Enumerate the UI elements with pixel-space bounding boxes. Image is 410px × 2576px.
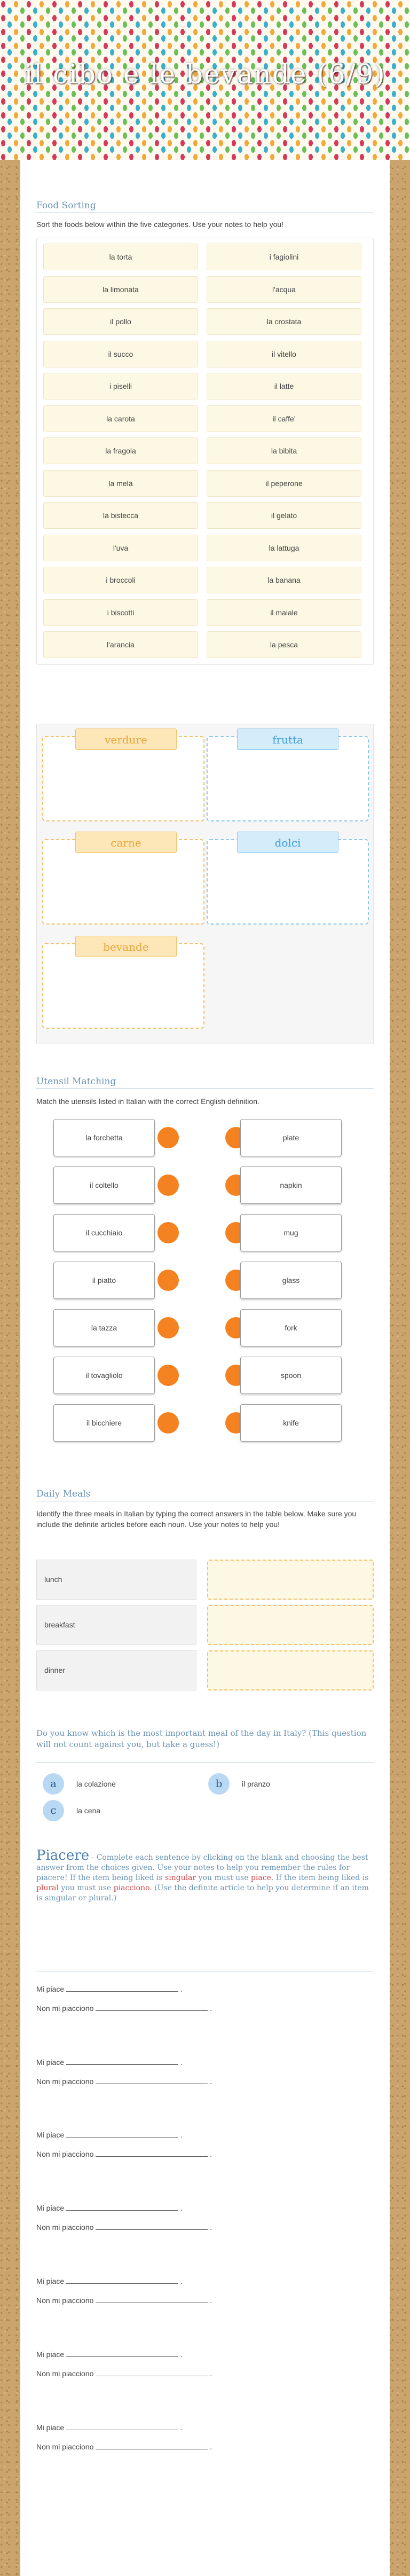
food-sorting-instructions: Sort the foods below within the five categories. Use your notes to help you! <box>36 220 284 229</box>
food-tile[interactable]: i piselli <box>43 373 198 400</box>
answer-blank[interactable] <box>66 2203 178 2211</box>
page-title: il cibo e le bevande (6/9) <box>24 59 386 90</box>
utensil-matching-instructions: Match the utensils listed in Italian with the correct English definition. <box>36 1097 259 1106</box>
sentence-prefix: Mi piace <box>36 2350 65 2359</box>
match-connector-dot[interactable] <box>157 1365 179 1386</box>
food-tile[interactable]: il latte <box>207 373 361 400</box>
period: . <box>180 2350 183 2359</box>
match-connector-dot[interactable] <box>157 1412 179 1434</box>
sentence-prefix: Mi piace <box>36 2131 65 2139</box>
sentence-prefix: Mi piace <box>36 2204 65 2212</box>
meal-row-dinner <box>36 1650 196 1690</box>
answer-blank[interactable] <box>66 2130 178 2137</box>
period: . <box>180 2423 183 2432</box>
mi-piace-sentence <box>36 2276 183 2285</box>
period: . <box>180 2058 183 2066</box>
choice-b-text[interactable]: il pranzo <box>242 1780 270 1788</box>
meal-answer-input-breakfast[interactable] <box>207 1605 374 1645</box>
sentence-prefix: Non mi piacciono <box>36 2442 94 2451</box>
italian-utensil-item[interactable]: il cucchiaio <box>53 1214 155 1251</box>
italian-utensil-item[interactable]: il piatto <box>53 1262 155 1299</box>
answer-blank[interactable] <box>66 1984 178 1992</box>
answer-blank[interactable] <box>96 2222 208 2230</box>
header-banner <box>0 0 410 160</box>
english-definition-item[interactable]: napkin <box>240 1166 342 1204</box>
food-tile[interactable]: il gelato <box>207 502 361 529</box>
food-tile[interactable]: i broccoli <box>43 567 198 593</box>
period: . <box>210 2442 212 2451</box>
choice-a-text[interactable]: la colazione <box>76 1780 116 1788</box>
sentence-prefix: Non mi piacciono <box>36 2223 94 2232</box>
sorting-bins-area <box>36 724 374 1044</box>
period: . <box>180 1985 183 1993</box>
period: . <box>210 2004 212 2013</box>
italian-utensil-item[interactable]: la tazza <box>53 1309 155 1346</box>
food-tile[interactable]: la torta <box>43 244 198 270</box>
non-mi-piacciono-sentence <box>36 2077 212 2086</box>
piacere-instructions <box>36 1847 374 1904</box>
sentence-prefix: Mi piace <box>36 1985 65 1993</box>
meal-label: breakfast <box>44 1620 75 1629</box>
meal-question: Do you know which is the most important meal of the day in Italy? (This question will not count against you, but take a guess!) <box>36 1728 367 1749</box>
non-mi-piacciono-sentence <box>36 2222 212 2232</box>
answer-blank[interactable] <box>96 2003 208 2011</box>
daily-meals-title: Daily Meals <box>36 1489 91 1499</box>
sentence-prefix: Non mi piacciono <box>36 2150 94 2158</box>
food-tile[interactable]: l'arancia <box>43 631 198 658</box>
plural-highlight: plural <box>36 1884 59 1892</box>
sentence-prefix: Mi piace <box>36 2277 65 2285</box>
meal-answer-input-dinner[interactable] <box>207 1650 374 1690</box>
meal-row-breakfast <box>36 1605 196 1645</box>
category-label-frutta: frutta <box>237 729 338 750</box>
period: . <box>180 2277 183 2285</box>
food-tile[interactable]: la lattuga <box>207 535 361 561</box>
match-connector-dot[interactable] <box>157 1175 179 1196</box>
english-definition-item[interactable]: spoon <box>240 1357 342 1394</box>
category-label-bevande: bevande <box>75 936 177 957</box>
category-label-dolci: dolci <box>237 832 338 853</box>
choice-c-marker[interactable]: c <box>43 1800 64 1821</box>
food-sorting-title: Food Sorting <box>36 200 96 211</box>
meal-label: dinner <box>44 1666 65 1674</box>
food-tile[interactable]: il pollo <box>43 308 198 335</box>
period: . <box>210 2369 212 2378</box>
period: . <box>210 2150 212 2158</box>
answer-blank[interactable] <box>66 2423 178 2430</box>
food-tile[interactable]: la mela <box>43 470 198 497</box>
mi-piace-sentence <box>36 2423 183 2432</box>
food-tile[interactable]: il caffe' <box>207 405 361 432</box>
period: . <box>210 2223 212 2232</box>
food-tile[interactable]: la fragola <box>43 437 198 464</box>
food-tile[interactable]: la limonata <box>43 276 198 303</box>
answer-blank[interactable] <box>96 2369 208 2376</box>
piacere-text: . If the item being liked is <box>271 1874 369 1882</box>
food-tile[interactable]: i fagiolini <box>207 244 361 270</box>
food-tile[interactable]: il maiale <box>207 599 361 626</box>
daily-meals-instructions: Identify the three meals in Italian by typing the correct answers in the table below. Make sure you include the definite articles before each noun. Use your notes to help you! <box>36 1509 357 1529</box>
food-tile[interactable]: l'uva <box>43 535 198 561</box>
answer-blank[interactable] <box>96 2442 208 2449</box>
sentence-prefix: Mi piace <box>36 2423 65 2432</box>
piacere-text: you must use <box>196 1874 251 1882</box>
sentence-prefix: Non mi piacciono <box>36 2077 94 2086</box>
singular-highlight: singular <box>165 1874 196 1882</box>
answer-blank[interactable] <box>96 2077 208 2084</box>
meal-label: lunch <box>44 1575 62 1584</box>
period: . <box>180 2131 183 2139</box>
food-tiles-area <box>36 238 374 665</box>
food-tile[interactable]: i biscotti <box>43 599 198 626</box>
sentence-prefix: Mi piace <box>36 2058 65 2066</box>
utensil-matching-title: Utensil Matching <box>36 1076 116 1087</box>
choice-a-marker[interactable]: a <box>43 1773 64 1795</box>
choice-c-text[interactable]: la cena <box>76 1806 101 1815</box>
food-tile[interactable]: la crostata <box>207 308 361 335</box>
category-label-verdure: verdure <box>75 729 177 750</box>
match-connector-dot[interactable] <box>157 1127 179 1148</box>
italian-utensil-item[interactable]: il bicchiere <box>53 1404 155 1442</box>
food-tile[interactable]: la bibita <box>207 437 361 464</box>
piacciono-highlight: piacciono <box>113 1884 150 1892</box>
food-tile[interactable]: la banana <box>207 567 361 593</box>
answer-blank[interactable] <box>66 2350 178 2357</box>
period: . <box>210 2077 212 2086</box>
italian-utensil-item[interactable]: la forchetta <box>53 1119 155 1156</box>
mi-piace-sentence <box>36 2203 183 2212</box>
english-definition-item[interactable]: plate <box>240 1119 342 1156</box>
match-connector-dot[interactable] <box>157 1317 179 1338</box>
food-tile[interactable]: la carota <box>43 405 198 432</box>
mi-piace-sentence <box>36 1984 183 1993</box>
food-tile[interactable]: il peperone <box>207 470 361 497</box>
food-tile[interactable]: la pesca <box>207 631 361 658</box>
answer-blank[interactable] <box>96 2296 208 2303</box>
sentence-prefix: Non mi piacciono <box>36 2369 94 2378</box>
sentence-prefix: Non mi piacciono <box>36 2004 94 2013</box>
non-mi-piacciono-sentence <box>36 2003 212 2013</box>
italian-utensil-item[interactable]: il tovagliolo <box>53 1357 155 1394</box>
non-mi-piacciono-sentence <box>36 2149 212 2158</box>
match-connector-dot[interactable] <box>157 1222 179 1243</box>
mi-piace-sentence <box>36 2350 183 2359</box>
food-tile[interactable]: la bistecca <box>43 502 198 529</box>
category-label-carne: carne <box>75 832 177 853</box>
answer-blank[interactable] <box>66 2276 178 2284</box>
meal-answer-input-lunch[interactable] <box>207 1560 374 1600</box>
english-definition-item[interactable]: knife <box>240 1404 342 1442</box>
english-definition-item[interactable]: mug <box>240 1214 342 1251</box>
food-tile[interactable]: il vitello <box>207 341 361 367</box>
non-mi-piacciono-sentence <box>36 2369 212 2378</box>
italian-utensil-item[interactable]: il coltello <box>53 1166 155 1204</box>
non-mi-piacciono-sentence <box>36 2296 212 2305</box>
non-mi-piacciono-sentence <box>36 2442 212 2451</box>
sentence-prefix: Non mi piacciono <box>36 2296 94 2305</box>
answer-blank[interactable] <box>96 2149 208 2157</box>
worksheet <box>20 160 390 2576</box>
period: . <box>180 2204 183 2212</box>
meal-row-lunch <box>36 1560 196 1600</box>
mi-piace-sentence <box>36 2130 183 2139</box>
piace-highlight: piace <box>250 1874 271 1882</box>
match-connector-dot[interactable] <box>157 1270 179 1291</box>
piacere-text: . (Use the definite article to help you determine if an item is singular or plural.) <box>36 1884 369 1902</box>
piacere-text: you must use <box>58 1884 114 1892</box>
food-tile[interactable]: il succo <box>43 341 198 367</box>
mi-piace-sentence <box>36 2057 183 2066</box>
choice-b-marker[interactable]: b <box>208 1773 230 1795</box>
piacere-heading: Piacere <box>36 1847 90 1864</box>
food-tile[interactable]: l'acqua <box>207 276 361 303</box>
piacere-text: - Complete each sentence by clicking on the blank and choosing the best answer from the choices given. Use your notes to help you remember the rules for piacere! If the item being liked is <box>36 1853 368 1882</box>
english-definition-item[interactable]: fork <box>240 1309 342 1346</box>
answer-blank[interactable] <box>66 2057 178 2065</box>
english-definition-item[interactable]: glass <box>240 1262 342 1299</box>
period: . <box>210 2296 212 2305</box>
